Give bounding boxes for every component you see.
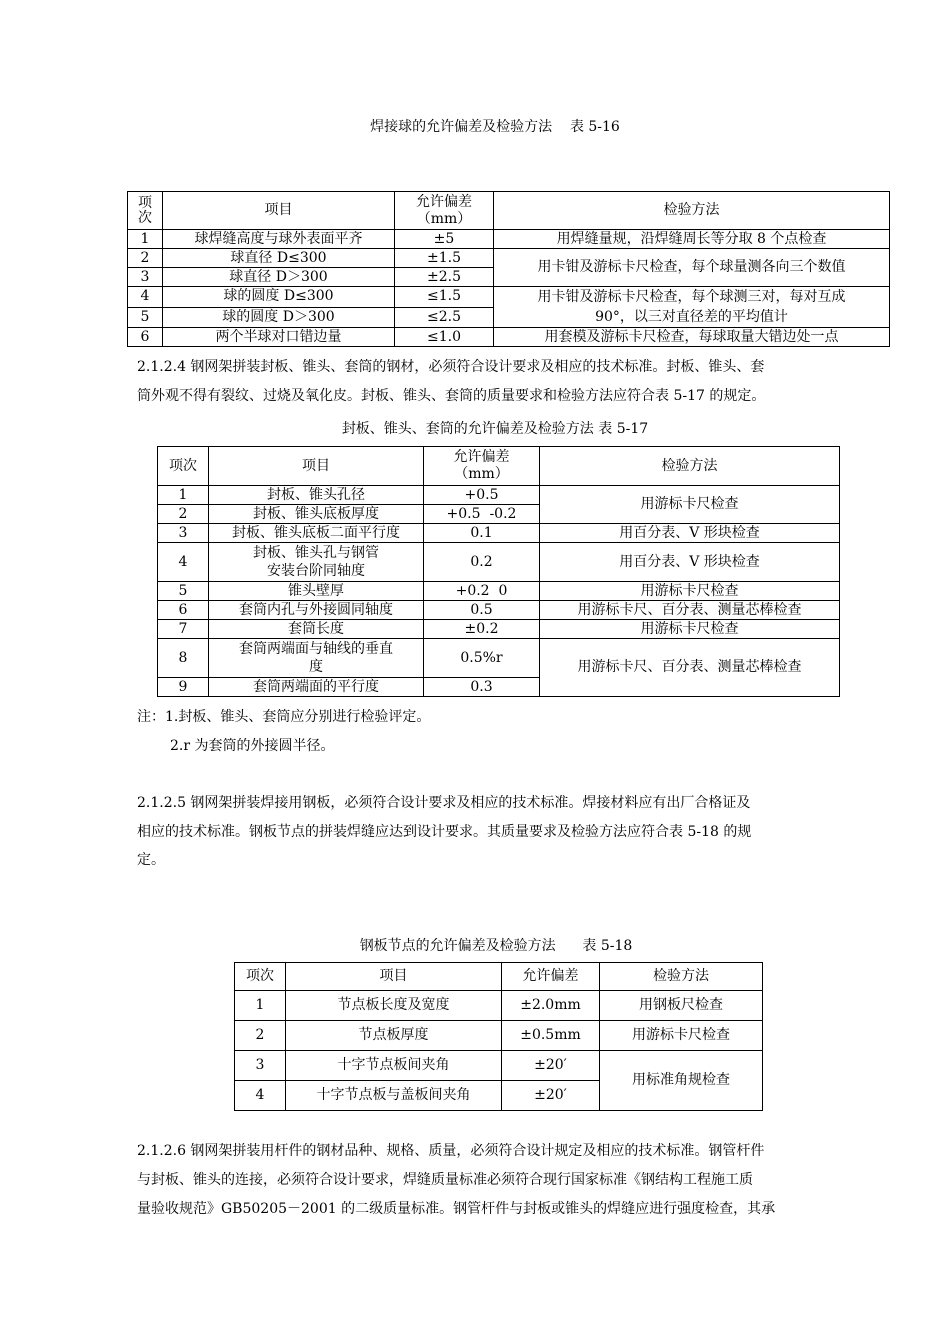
row-method: 用游标卡尺检查 xyxy=(540,486,840,524)
row-tolerance: 0.3 xyxy=(424,678,540,697)
row-method: 用百分表、V 形块检查 xyxy=(540,543,840,582)
paragraph-line: 定。 xyxy=(137,852,165,868)
row-tolerance: +0.5 -0.2 xyxy=(424,505,540,524)
row-item: 两个半球对口错边量 xyxy=(163,328,395,347)
row-method: 用游标卡尺检查 xyxy=(540,620,840,639)
row-tolerance: ±20′ xyxy=(502,1081,600,1111)
row-no: 4 xyxy=(158,543,209,582)
row-no: 2 xyxy=(158,505,209,524)
col-header-method: 检验方法 xyxy=(600,963,763,991)
row-item: 套筒长度 xyxy=(209,620,424,639)
row-no: 6 xyxy=(128,328,163,347)
row-method: 用游标卡尺、百分表、测量芯棒检查 xyxy=(540,601,840,620)
paragraph-line: 量验收规范》GB50205－2001 的二级质量标准。钢管杆件与封板或锥头的焊缝应进行强度检查，其承 xyxy=(137,1201,776,1217)
row-tolerance: 0.2 xyxy=(424,543,540,582)
table-5-17 xyxy=(157,446,840,697)
row-item: 节点板厚度 xyxy=(286,1021,502,1051)
row-tolerance: ±1.5 xyxy=(395,249,494,268)
table-5-17-title: 封板、锥头、套筒的允许偏差及检验方法 表 5-17 xyxy=(341,421,649,437)
row-tolerance: ±2.5 xyxy=(395,268,494,287)
row-tolerance: ±2.0mm xyxy=(502,991,600,1021)
row-tolerance: ±5 xyxy=(395,230,494,249)
row-item: 球直径 D＞300 xyxy=(163,268,395,287)
row-no: 1 xyxy=(128,230,163,249)
row-tolerance: ±0.5mm xyxy=(502,1021,600,1051)
row-no: 1 xyxy=(235,991,286,1021)
row-tolerance: +0.5 xyxy=(424,486,540,505)
row-method: 用游标卡尺检查 xyxy=(600,1021,763,1051)
row-no: 9 xyxy=(158,678,209,697)
row-method: 用百分表、V 形块检查 xyxy=(540,524,840,543)
row-item: 球直径 D≤300 xyxy=(163,249,395,268)
row-tolerance: 0.1 xyxy=(424,524,540,543)
row-tolerance: 0.5 xyxy=(424,601,540,620)
row-item: 封板、锥头底板二面平行度 xyxy=(209,524,424,543)
row-item: 十字节点板间夹角 xyxy=(286,1051,502,1081)
row-item: 套筒两端面的平行度 xyxy=(209,678,424,697)
col-header-no: 项次 xyxy=(158,447,209,486)
row-item: 十字节点板与盖板间夹角 xyxy=(286,1081,502,1111)
col-header-tolerance: 允许偏差 xyxy=(502,963,600,991)
row-no: 4 xyxy=(128,287,163,308)
row-method: 用焊缝量规，沿焊缝周长等分取 8 个点检查 xyxy=(494,230,890,249)
row-item: 球的圆度 D＞300 xyxy=(163,307,395,328)
col-header-item: 项目 xyxy=(209,447,424,486)
row-item: 封板、锥头底板厚度 xyxy=(209,505,424,524)
row-no: 2 xyxy=(128,249,163,268)
row-method: 用游标卡尺检查 xyxy=(540,582,840,601)
row-method: 用游标卡尺、百分表、测量芯棒检查 xyxy=(540,639,840,697)
row-no: 3 xyxy=(235,1051,286,1081)
row-tolerance: 0.5%r xyxy=(424,639,540,678)
row-no: 4 xyxy=(235,1081,286,1111)
col-header-no: 项次 xyxy=(235,963,286,991)
row-method: 用套模及游标卡尺检查，每球取量大错边处一点 xyxy=(494,328,890,347)
row-tolerance: +0.2 0 xyxy=(424,582,540,601)
table-5-18-title: 钢板节点的允许偏差及检验方法 表 5-18 xyxy=(359,938,633,954)
paragraph-line: 与封板、锥头的连接，必须符合设计要求，焊缝质量标准必须符合现行国家标准《钢结构工程施工质 xyxy=(137,1172,753,1188)
row-method: 用标准角规检查 xyxy=(600,1051,763,1111)
paragraph-line: 2.1.2.4 钢网架拼装封板、锥头、套筒的钢材，必须符合设计要求及相应的技术标准。封板、锥头、套 xyxy=(137,359,765,375)
row-tolerance: ≤1.5 xyxy=(395,287,494,308)
row-tolerance: ±0.2 xyxy=(424,620,540,639)
row-no: 6 xyxy=(158,601,209,620)
paragraph-line: 2.1.2.6 钢网架拼装用杆件的钢材品种、规格、质量，必须符合设计规定及相应的技术标准。钢管杆件 xyxy=(137,1143,765,1159)
col-header-method: 检验方法 xyxy=(540,447,840,486)
row-tolerance: ±20′ xyxy=(502,1051,600,1081)
row-no: 2 xyxy=(235,1021,286,1051)
row-tolerance: ≤1.0 xyxy=(395,328,494,347)
method-line: 90°，以三对直径差的平均值计 xyxy=(595,309,788,325)
col-header-item: 项目 xyxy=(286,963,502,991)
paragraph-line: 筒外观不得有裂纹、过烧及氧化皮。封板、锥头、套筒的质量要求和检验方法应符合表 5-17 的规定。 xyxy=(137,388,766,404)
col-header-tolerance: 允许偏差 （mm） xyxy=(395,192,494,230)
row-method: 用钢板尺检查 xyxy=(600,991,763,1021)
row-no: 8 xyxy=(158,639,209,678)
row-item: 封板、锥头孔与钢管 安装台阶同轴度 xyxy=(209,543,424,582)
col-header-tolerance: 允许偏差 （mm） xyxy=(424,447,540,486)
row-item: 节点板长度及宽度 xyxy=(286,991,502,1021)
row-no: 1 xyxy=(158,486,209,505)
col-header-item: 项目 xyxy=(163,192,395,230)
row-no: 3 xyxy=(158,524,209,543)
row-method xyxy=(494,287,890,328)
row-no: 7 xyxy=(158,620,209,639)
table-5-16-title: 焊接球的允许偏差及检验方法 表 5-16 xyxy=(370,119,620,135)
row-item: 套筒两端面与轴线的垂直 度 xyxy=(209,639,424,678)
row-method: 用卡钳及游标卡尺检查，每个球量测各向三个数值 xyxy=(494,249,890,287)
row-item: 球的圆度 D≤300 xyxy=(163,287,395,308)
table-note: 注：1.封板、锥头、套筒应分别进行检验评定。 xyxy=(137,709,431,725)
row-no: 5 xyxy=(158,582,209,601)
method-line: 用卡钳及游标卡尺检查，每个球测三对，每对互成 xyxy=(537,289,846,305)
table-5-16 xyxy=(127,191,890,347)
row-item: 锥头壁厚 xyxy=(209,582,424,601)
col-header-method: 检验方法 xyxy=(494,192,890,230)
row-no: 5 xyxy=(128,307,163,328)
table-note: 2.r 为套筒的外接圆半径。 xyxy=(170,738,335,754)
row-item: 套筒内孔与外接圆同轴度 xyxy=(209,601,424,620)
table-5-18 xyxy=(234,962,763,1111)
row-item: 封板、锥头孔径 xyxy=(209,486,424,505)
col-header-no: 项 次 xyxy=(128,192,163,230)
row-item: 球焊缝高度与球外表面平齐 xyxy=(163,230,395,249)
paragraph-line: 2.1.2.5 钢网架拼装焊接用钢板，必须符合设计要求及相应的技术标准。焊接材料应有出厂合格证及 xyxy=(137,795,751,811)
paragraph-line: 相应的技术标准。钢板节点的拼装焊缝应达到设计要求。其质量要求及检验方法应符合表 5-18 的规 xyxy=(137,824,752,840)
row-no: 3 xyxy=(128,268,163,287)
row-tolerance: ≤2.5 xyxy=(395,307,494,328)
